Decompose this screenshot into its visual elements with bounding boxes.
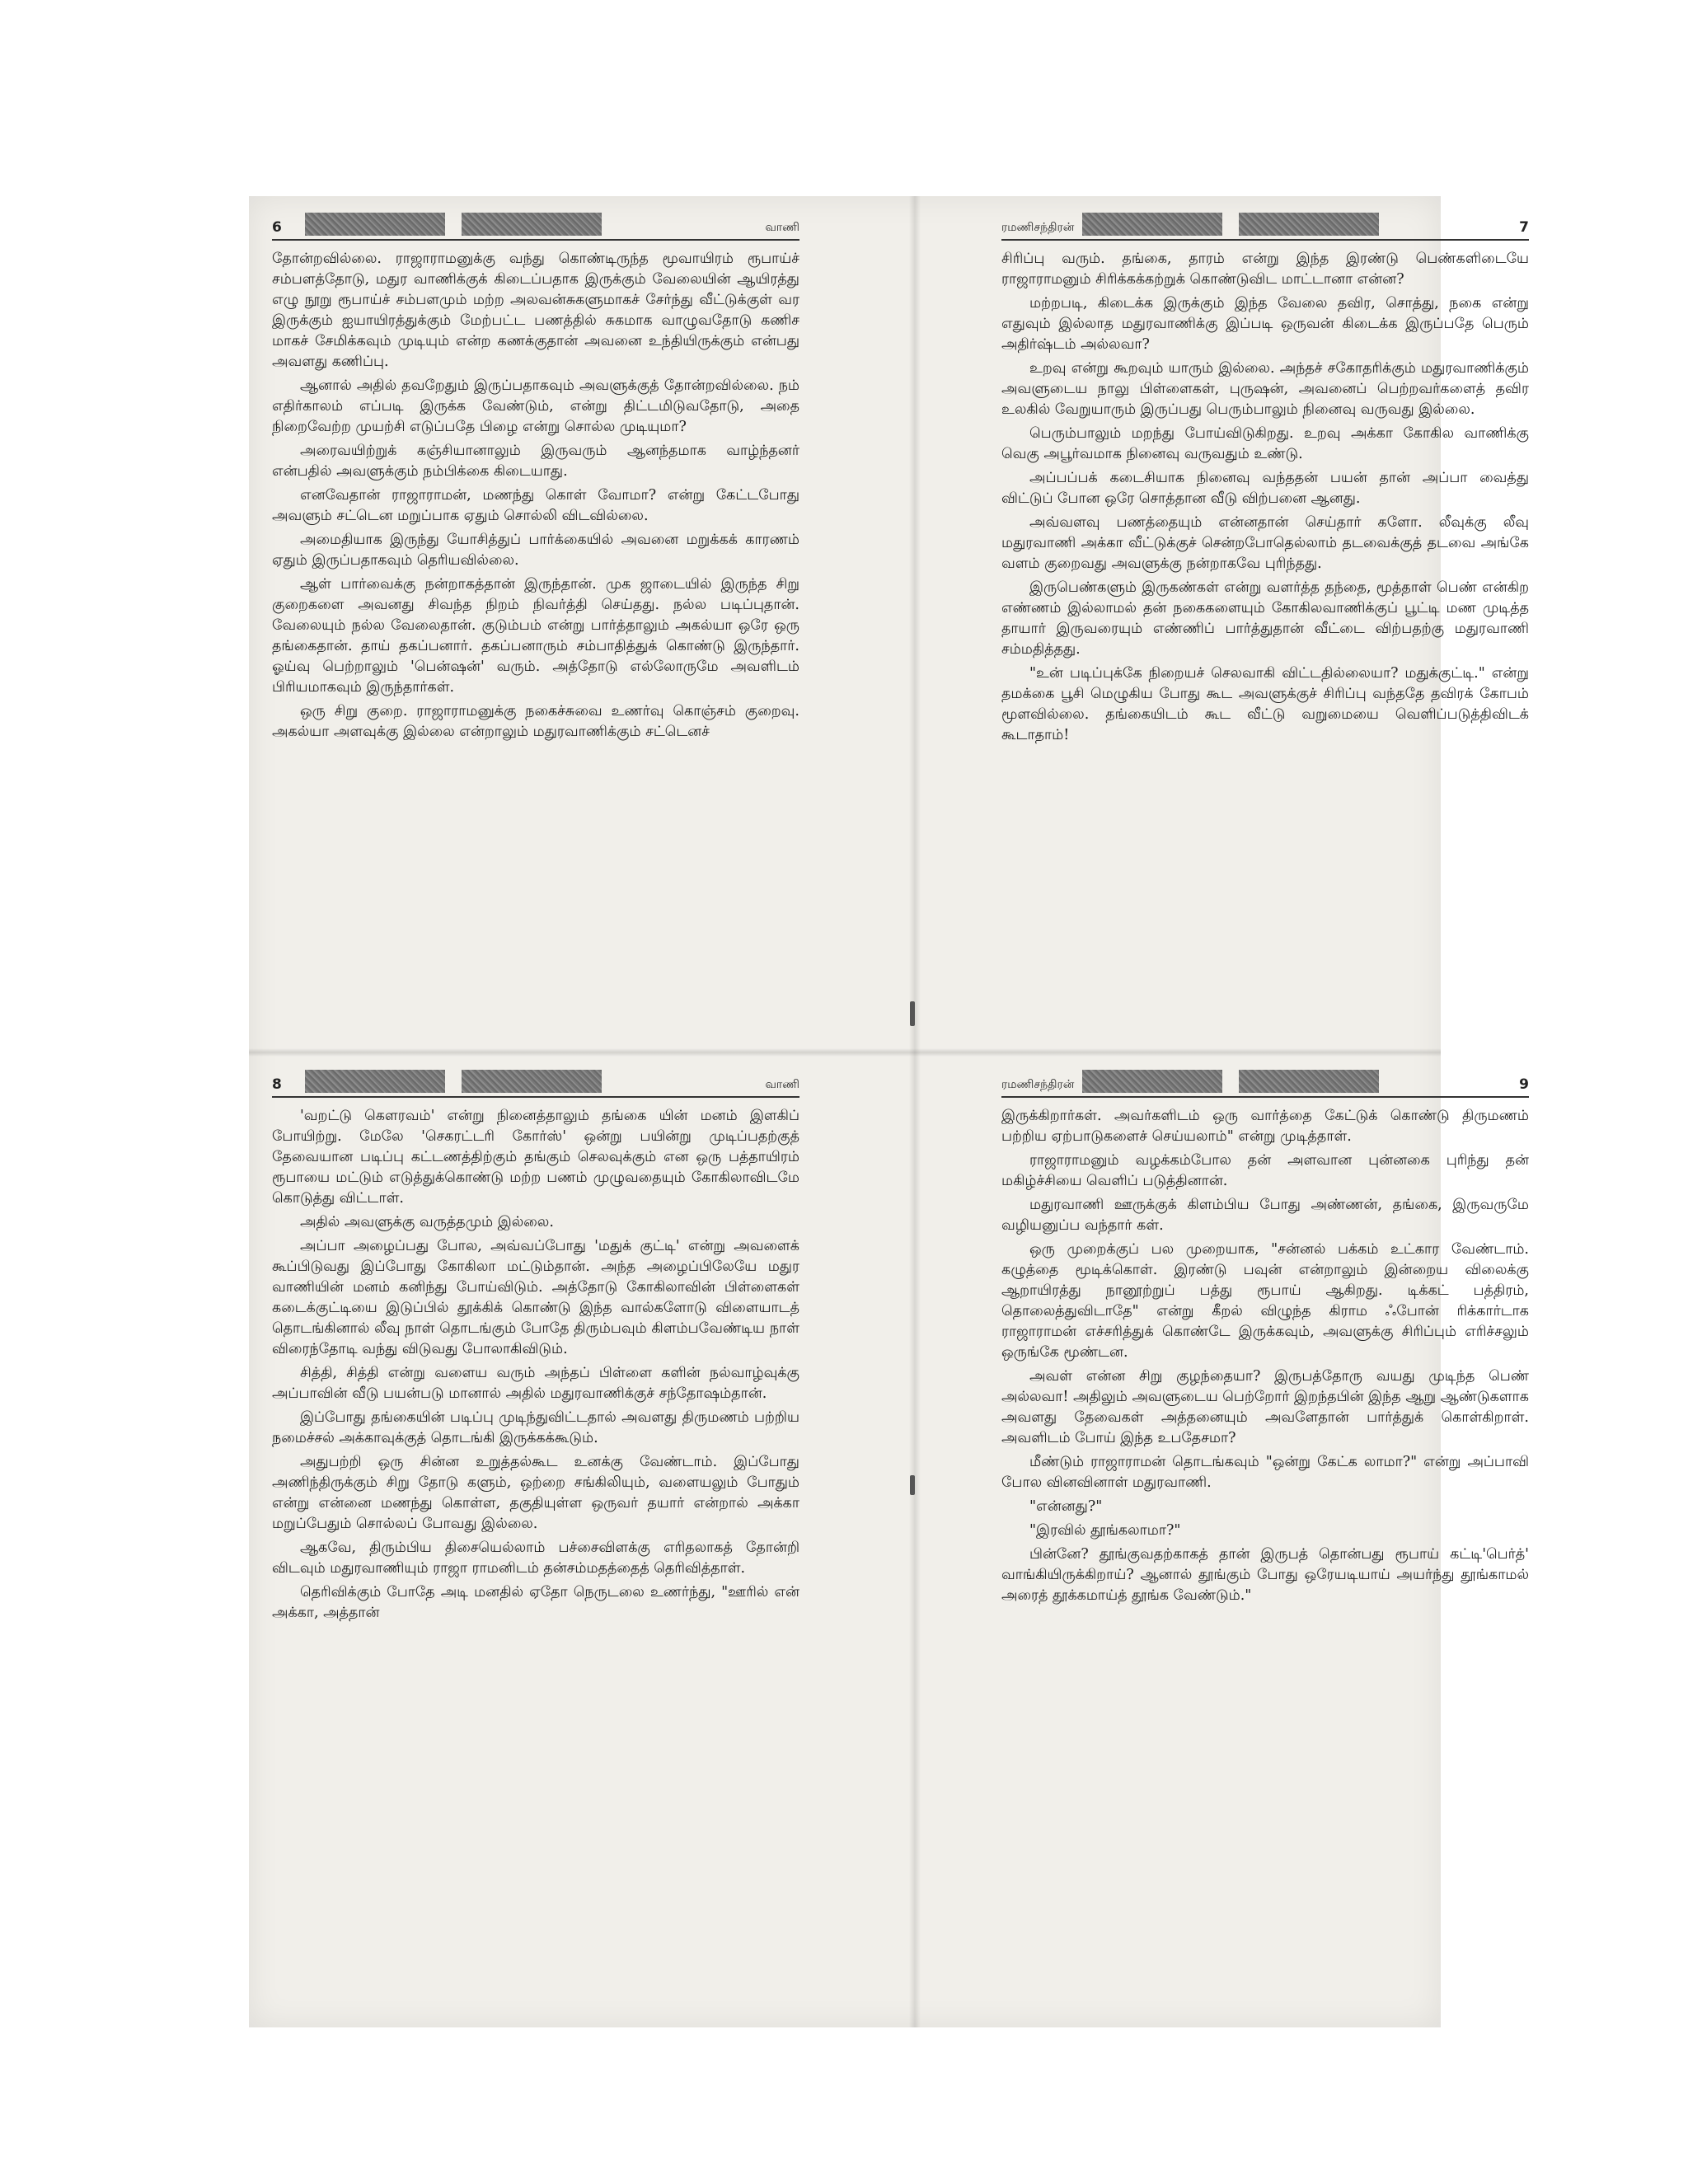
paragraph: உறவு என்று கூறவும் யாரும் இல்லை. அந்தச் சகோதரிக்கும் மதுரவாணிக்கும் அவளுடைய நாலு பிள்ளைகள், புருஷன், அவனைப் பெற்றவர்களைத் தவிர உலகில் வேறுயாரும் இருப்பது பெரும்பாலும் நினைவு வருவது இல்லை. — [1001, 360, 1529, 418]
page-body — [1001, 249, 1529, 746]
paragraph: ஆள் பார்வைக்கு நன்றாகத்தான் இருந்தான். முக ஜாடையில் இருந்த சிறு குறைகளை அவனது சிவந்த நிறம் நிவர்த்தி செய்தது. நல்ல படிப்புதான். வேலையும் நல்ல வேலைதான். குடும்பம் என்று பார்த்தாலும் அகல்யா ஒரே ஒரு தங்கைதான். தாய் தகப்பனார். தகப்பனாரும் சம்பாதித்துக் கொண்டு இருந்தார். ஓய்வு பெற்றாலும் 'பென்ஷன்' வரும். அத்தோடு எல்லோருமே அவளிடம் பிரியமாகவும் இருந்தார்கள். — [272, 576, 799, 696]
paragraph: அமைதியாக இருந்து யோசித்துப் பார்க்கையில் அவனை மறுக்கக் காரணம் ஏதும் இருப்பதாகவும் தெரியவில்லை. — [272, 532, 799, 569]
paragraph: எனவேதான் ராஜாராமன், மணந்து கொள் வோமா? என்று கேட்டபோது அவளும் சட்டென மறுப்பாக ஏதும் சொல்லி விடவில்லை. — [272, 487, 799, 524]
running-header: வாணி — [765, 1078, 799, 1091]
paragraph: இருபெண்களும் இருகண்கள் என்று வளர்த்த தந்தை, மூத்தாள் பெண் என்கிற எண்ணம் இல்லாமல் தன் நகைகளையும் கோகிலவாணிக்குப் பூட்டி மண முடித்த தாயார் இருவரையும் எண்ணிப் பார்த்துதான் வீட்டை விற்பதற்கு மதுரவாணி சம்மதித்தது. — [1001, 579, 1529, 658]
paragraph: சிரிப்பு வரும். தங்கை, தாரம் என்று இந்த இரண்டு பெண்களிடையே ராஜாராமனும் சிரிக்கக்கற்றுக் கொண்டுவிட மாட்டானா என்ன? — [1001, 251, 1529, 288]
running-header: வாணி — [765, 221, 799, 234]
page-number: 9 — [1519, 1076, 1529, 1093]
paragraph: பெரும்பாலும் மறந்து போய்விடுகிறது. உறவு அக்கா கோகில வாணிக்கு வெகு அபூர்வமாக நினைவு வருவதும் உண்டு. — [1001, 425, 1529, 462]
paragraph: இருக்கிறார்கள். அவர்களிடம் ஒரு வார்த்தை கேட்டுக் கொண்டு திருமணம் பற்றிய ஏற்பாடுகளைச் செய்யலாம்" என்று முடித்தாள். — [1001, 1108, 1529, 1145]
page-body — [272, 249, 799, 743]
page-6 — [272, 206, 799, 1038]
page-7 — [1001, 206, 1529, 1038]
paragraph: ஆனால் அதில் தவறேதும் இருப்பதாகவும் அவளுக்குத் தோன்றவில்லை. நம் எதிர்காலம் எப்படி இருக்க வேண்டும், என்று திட்டமிடுவதோடு, அதை நிறைவேற்ற முயற்சி எடுப்பதே பிழை என்று சொல்ல முடியுமா? — [272, 377, 799, 435]
paragraph: தோன்றவில்லை. ராஜாராமனுக்கு வந்து கொண்டிருந்த மூவாயிரம் ரூபாய்ச் சம்பளத்தோடு, மதுர வாணிக்குக் கிடைப்பதாக இருக்கும் வேலையின் ஆயிரத்து எழு நூறு ரூபாய்ச் சம்பளமும் மற்ற அலவன்சுகளுமாகச் சேர்ந்து வீட்டுக்குள் வர இருக்கும் ஐயாயிரத்துக்கும் மேற்பட்ட பணத்தில் சுகமாக வாழுவதோடு கணிச மாகச் சேமிக்கவும் முடியும் என்ற கணக்குதான் அவனை உந்தியிருக்கும் என்பது அவளது கணிப்பு. — [272, 251, 799, 370]
paragraph: அரைவயிற்றுக் கஞ்சியானாலும் இருவரும் ஆனந்தமாக வாழ்ந்தனர் என்பதில் அவளுக்கும் நம்பிக்கை கிடையாது. — [272, 443, 799, 480]
paragraph: இப்போது தங்கையின் படிப்பு முடிந்துவிட்டதால் அவளது திருமணம் பற்றிய நமைச்சல் அக்காவுக்குத் தொடங்கி இருக்கக்கூடும். — [272, 1409, 799, 1446]
page-header — [272, 1063, 799, 1098]
header-ornament — [1082, 1070, 1222, 1093]
page-header — [272, 206, 799, 241]
horizontal-fold — [249, 1048, 1441, 1057]
paragraph: அப்பா அழைப்பது போல, அவ்வப்போது 'மதுக் குட்டி' என்று அவளைக் கூப்பிடுவது இப்போது கோகிலா மட்டும்தான். அந்த அழைப்பிலேயே மதுர வாணியின் மனம் கனிந்து போய்விடும். அத்தோடு கோகிலாவின் பிள்ளைகள் கடைக்குட்டியை இடுப்பில் தூக்கிக் கொண்டு இந்த வால்களோடு விளையாடத் தொடங்கினால் லீவு நாள் தொடங்கும் போதே திரும்பவும் கிளம்பவேண்டிய நாள் விரைந்தோடி வந்து விடுவது போலாகிவிடும். — [272, 1238, 799, 1357]
staple-mark — [910, 1475, 915, 1495]
paragraph: அப்பப்பக் கடைசியாக நினைவு வந்ததன் பயன் தான் அப்பா வைத்து விட்டுப் போன ஒரே சொத்தான வீடு விற்பனை ஆனது. — [1001, 470, 1529, 507]
paragraph: அவ்வளவு பணத்தையும் என்னதான் செய்தார் களோ. லீவுக்கு லீவு மதுரவாணி அக்கா வீட்டுக்குச் சென்றபோதெல்லாம் தடவைக்குத் தடவை அங்கே வளம் குறைவது அவளுக்கு நன்றாகவே புரிந்தது. — [1001, 514, 1529, 572]
paragraph: "உன் படிப்புக்கே நிறையச் செலவாகி விட்டதில்லையா? மதுக்குட்டி." என்று தமக்கை பூசி மெழுகிய போது கூட அவளுக்குச் சிரிப்பு வந்ததே தவிரக் கோபம் மூளவில்லை. தங்கையிடம் கூட வீட்டு வறுமையை வெளிப்படுத்திவிடக் கூடாதாம்! — [1001, 665, 1529, 743]
paragraph: அவள் என்ன சிறு குழந்தையா? இருபத்தோரு வயது முடிந்த பெண் அல்லவா! அதிலும் அவளுடைய பெற்றோர் இறந்தபின் இந்த ஆறு ஆண்டுகளாக அவளது தேவைகள் அத்தனையும் அவளேதான் பார்த்துக் கொள்கிறாள். அவளிடம் போய் இந்த உபதேசமா? — [1001, 1368, 1529, 1446]
paragraph: பின்னே? தூங்குவதற்காகத் தான் இருபத் தொன்பது ரூபாய் கட்டி'பெர்த்' வாங்கியிருக்கிறாய்? ஆனால் தூங்கும் போது ஒரேயடியாய் அயர்ந்து தூங்காமல் அரைத் தூக்கமாய்த் தூங்க வேண்டும்." — [1001, 1546, 1529, 1604]
paragraph: மீண்டும் ராஜாராமன் தொடங்கவும் "ஒன்று கேட்க லாமா?" என்று அப்பாவி போல வினவினாள் மதுரவாணி. — [1001, 1454, 1529, 1491]
paragraph: சித்தி, சித்தி என்று வளைய வரும் அந்தப் பிள்ளை களின் நல்வாழ்வுக்கு அப்பாவின் வீடு பயன்படு மானால் அதில் மதுரவாணிக்குச் சந்தோஷம்தான். — [272, 1365, 799, 1402]
page-number: 7 — [1519, 219, 1529, 236]
header-ornament — [462, 213, 602, 236]
header-ornament — [305, 1070, 445, 1093]
paragraph: அதுபற்றி ஒரு சின்ன உறுத்தல்கூட உனக்கு வேண்டாம். இப்போது அணிந்திருக்கும் சிறு தோடு களும், ஒற்றை சங்கிலியும், வளையலும் போதும் என்று என்னை மணந்து கொள்ள, தகுதியுள்ள ஒருவர் தயார் என்றால் அக்கா மறுப்பேதும் சொல்லப் போவது இல்லை. — [272, 1454, 799, 1532]
header-ornament — [1239, 1070, 1379, 1093]
page-9 — [1001, 1063, 1529, 1896]
page-8 — [272, 1063, 799, 1896]
page-body — [1001, 1106, 1529, 1606]
paragraph: 'வறட்டு கௌரவம்' என்று நினைத்தாலும் தங்கை யின் மனம் இளகிப் போயிற்று. மேலே 'செகரட்டரி கோர்ஸ்' ஒன்று பயின்று முடிப்பதற்குத் தேவையான படிப்பு கட்டணத்திற்கும் தங்கும் செலவுக்கும் என ஒரு பத்தாயிரம் ரூபாயை மட்டும் எடுத்துக்கொண்டு மற்ற பணம் முழுவதையும் கோகிலாவிடமே கொடுத்து விட்டாள். — [272, 1108, 799, 1207]
paragraph: ஆகவே, திரும்பிய திசையெல்லாம் பச்சைவிளக்கு எரிதலாகத் தோன்றி விடவும் மதுரவாணியும் ராஜா ராமனிடம் தன்சம்மதத்தைத் தெரிவித்தாள். — [272, 1540, 799, 1577]
page-body — [272, 1106, 799, 1624]
paragraph: ஒரு சிறு குறை. ராஜாராமனுக்கு நகைச்சுவை உணர்வு கொஞ்சம் குறைவு. அகல்யா அளவுக்கு இல்லை என்றாலும் மதுரவாணிக்கும் சட்டெனச் — [272, 703, 799, 740]
header-ornament — [1082, 213, 1222, 236]
paragraph: ராஜாராமனும் வழக்கம்போல தன் அளவான புன்னகை புரிந்து தன் மகிழ்ச்சியை வெளிப் படுத்தினான். — [1001, 1152, 1529, 1189]
paragraph: அதில் அவளுக்கு வருத்தமும் இல்லை. — [300, 1214, 554, 1230]
header-ornament — [1239, 213, 1379, 236]
paragraph: தெரிவிக்கும் போதே அடி மனதில் ஏதோ நெருடலை உணர்ந்து, "ஊரில் என் அக்கா, அத்தான் — [272, 1584, 799, 1621]
running-header: ரமணிசந்திரன் — [1001, 221, 1075, 234]
paragraph: "என்னது?" — [1029, 1498, 1103, 1515]
paragraph: "இரவில் தூங்கலாமா?" — [1029, 1522, 1181, 1539]
page-header — [1001, 206, 1529, 241]
header-ornament — [462, 1070, 602, 1093]
running-header: ரமணிசந்திரன் — [1001, 1078, 1075, 1091]
paragraph: மதுரவாணி ஊருக்குக் கிளம்பிய போது அண்ணன், தங்கை, இருவருமே வழியனுப்ப வந்தார் கள். — [1001, 1197, 1529, 1234]
staple-mark — [910, 1001, 915, 1026]
page-number: 6 — [272, 219, 282, 236]
paragraph: ஒரு முறைக்குப் பல முறையாக, "சன்னல் பக்கம் உட்கார வேண்டாம். கழுத்தை மூடிக்கொள். இரண்டு பவுன் என்றாலும் இன்றைய விலைக்கு ஆறாயிரத்து நானூற்றுப் பத்து ரூபாய் ஆகிறது. டிக்கட் பத்திரம், தொலைத்துவிடாதே" என்று கீறல் விழுந்த கிராம ஃபோன் ரிக்கார்டாக ராஜாராமன் எச்சரித்துக் கொண்டே இருக்கவும், அவளுக்கு சிரிப்பும் எரிச்சலும் ஒருங்கே மூண்டன. — [1001, 1241, 1529, 1361]
page-header — [1001, 1063, 1529, 1098]
page-number: 8 — [272, 1076, 282, 1093]
paragraph: மற்றபடி, கிடைக்க இருக்கும் இந்த வேலை தவிர, சொத்து, நகை என்று எதுவும் இல்லாத மதுரவாணிக்கு இப்படி ஒருவன் கிடைக்க இருப்பதே பெரும் அதிர்ஷ்டம் அல்லவா? — [1001, 295, 1529, 353]
center-fold — [909, 196, 921, 2027]
header-ornament — [305, 213, 445, 236]
